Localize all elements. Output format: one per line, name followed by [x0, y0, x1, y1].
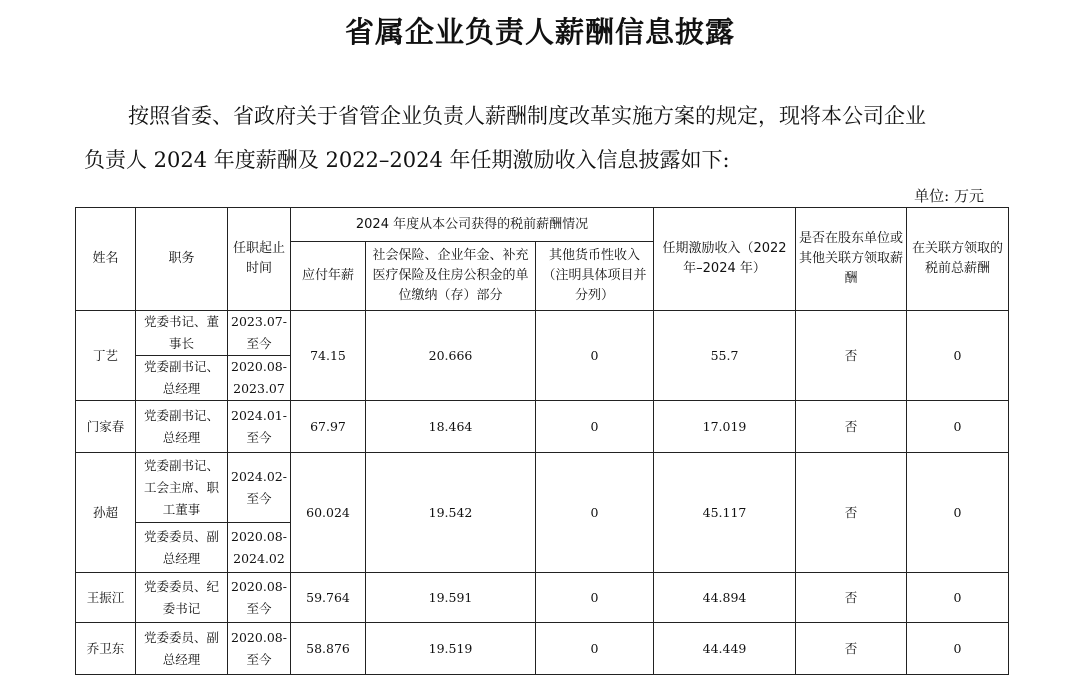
cell-shareholder: 否	[796, 311, 907, 401]
cell-term: 2024.01-至今	[228, 401, 291, 453]
header-other: 其他货币性收入（注明具体项目并分列）	[536, 242, 654, 311]
header-shareholder: 是否在股东单位或其他关联方领取薪酬	[796, 208, 907, 311]
cell-shareholder: 否	[796, 573, 907, 623]
table-row	[76, 623, 1009, 675]
header-term: 任职起止时间	[228, 208, 291, 311]
intro-line-1: 按照省委、省政府关于省管企业负责人薪酬制度改革实施方案的规定，现将本公司企业	[128, 104, 926, 128]
cell-salary: 74.15	[291, 311, 366, 401]
cell-salary: 67.97	[291, 401, 366, 453]
cell-term: 2023.07-至今	[228, 311, 291, 356]
cell-incentive: 44.449	[654, 623, 796, 675]
header-social: 社会保险、企业年金、补充医疗保险及住房公积金的单位缴纳（存）部分	[366, 242, 536, 311]
cell-social: 19.519	[366, 623, 536, 675]
cell-related: 0	[907, 623, 1009, 675]
cell-incentive: 44.894	[654, 573, 796, 623]
cell-other: 0	[536, 311, 654, 401]
table-row	[76, 573, 1009, 623]
cell-related: 0	[907, 453, 1009, 573]
cell-other: 0	[536, 623, 654, 675]
cell-related: 0	[907, 573, 1009, 623]
cell-name: 王振江	[76, 573, 136, 623]
cell-name: 孙超	[76, 453, 136, 573]
cell-term: 2020.08-2023.07	[228, 356, 291, 401]
unit-label: 单位: 万元	[914, 187, 984, 205]
cell-position: 党委副书记、工会主席、职工董事	[136, 453, 228, 523]
cell-position: 党委书记、董事长	[136, 311, 228, 356]
intro-paragraph	[84, 94, 1000, 182]
intro-line-2: 负责人 2024 年度薪酬及 2022–2024 年任期激励收入信息披露如下:	[84, 148, 730, 172]
header-group: 2024 年度从本公司获得的税前薪酬情况	[291, 208, 654, 242]
header-position: 职务	[136, 208, 228, 311]
table-row	[76, 401, 1009, 453]
cell-term: 2020.08-至今	[228, 623, 291, 675]
cell-shareholder: 否	[796, 623, 907, 675]
cell-position: 党委委员、纪委书记	[136, 573, 228, 623]
cell-other: 0	[536, 401, 654, 453]
cell-name: 乔卫东	[76, 623, 136, 675]
cell-other: 0	[536, 573, 654, 623]
cell-name: 丁艺	[76, 311, 136, 401]
cell-social: 19.591	[366, 573, 536, 623]
cell-position: 党委副书记、总经理	[136, 356, 228, 401]
cell-shareholder: 否	[796, 453, 907, 573]
cell-social: 19.542	[366, 453, 536, 573]
header-related: 在关联方领取的税前总薪酬	[907, 208, 1009, 311]
cell-incentive: 17.019	[654, 401, 796, 453]
cell-salary: 58.876	[291, 623, 366, 675]
cell-salary: 59.764	[291, 573, 366, 623]
cell-related: 0	[907, 401, 1009, 453]
cell-shareholder: 否	[796, 401, 907, 453]
table-row	[76, 311, 1009, 356]
cell-position: 党委副书记、总经理	[136, 401, 228, 453]
cell-social: 20.666	[366, 311, 536, 401]
salary-table	[75, 207, 1009, 675]
cell-salary: 60.024	[291, 453, 366, 573]
cell-term: 2020.08-至今	[228, 573, 291, 623]
cell-social: 18.464	[366, 401, 536, 453]
cell-related: 0	[907, 311, 1009, 401]
table-row	[76, 453, 1009, 523]
cell-incentive: 45.117	[654, 453, 796, 573]
header-salary: 应付年薪	[291, 242, 366, 311]
page-title: 省属企业负责人薪酬信息披露	[344, 15, 735, 49]
cell-name: 门家春	[76, 401, 136, 453]
cell-incentive: 55.7	[654, 311, 796, 401]
cell-term: 2020.08-2024.02	[228, 523, 291, 573]
cell-other: 0	[536, 453, 654, 573]
cell-position: 党委委员、副总经理	[136, 523, 228, 573]
header-incentive: 任期激励收入（2022 年–2024 年）	[654, 208, 796, 311]
cell-position: 党委委员、副总经理	[136, 623, 228, 675]
header-name: 姓名	[76, 208, 136, 311]
cell-term: 2024.02-至今	[228, 453, 291, 523]
